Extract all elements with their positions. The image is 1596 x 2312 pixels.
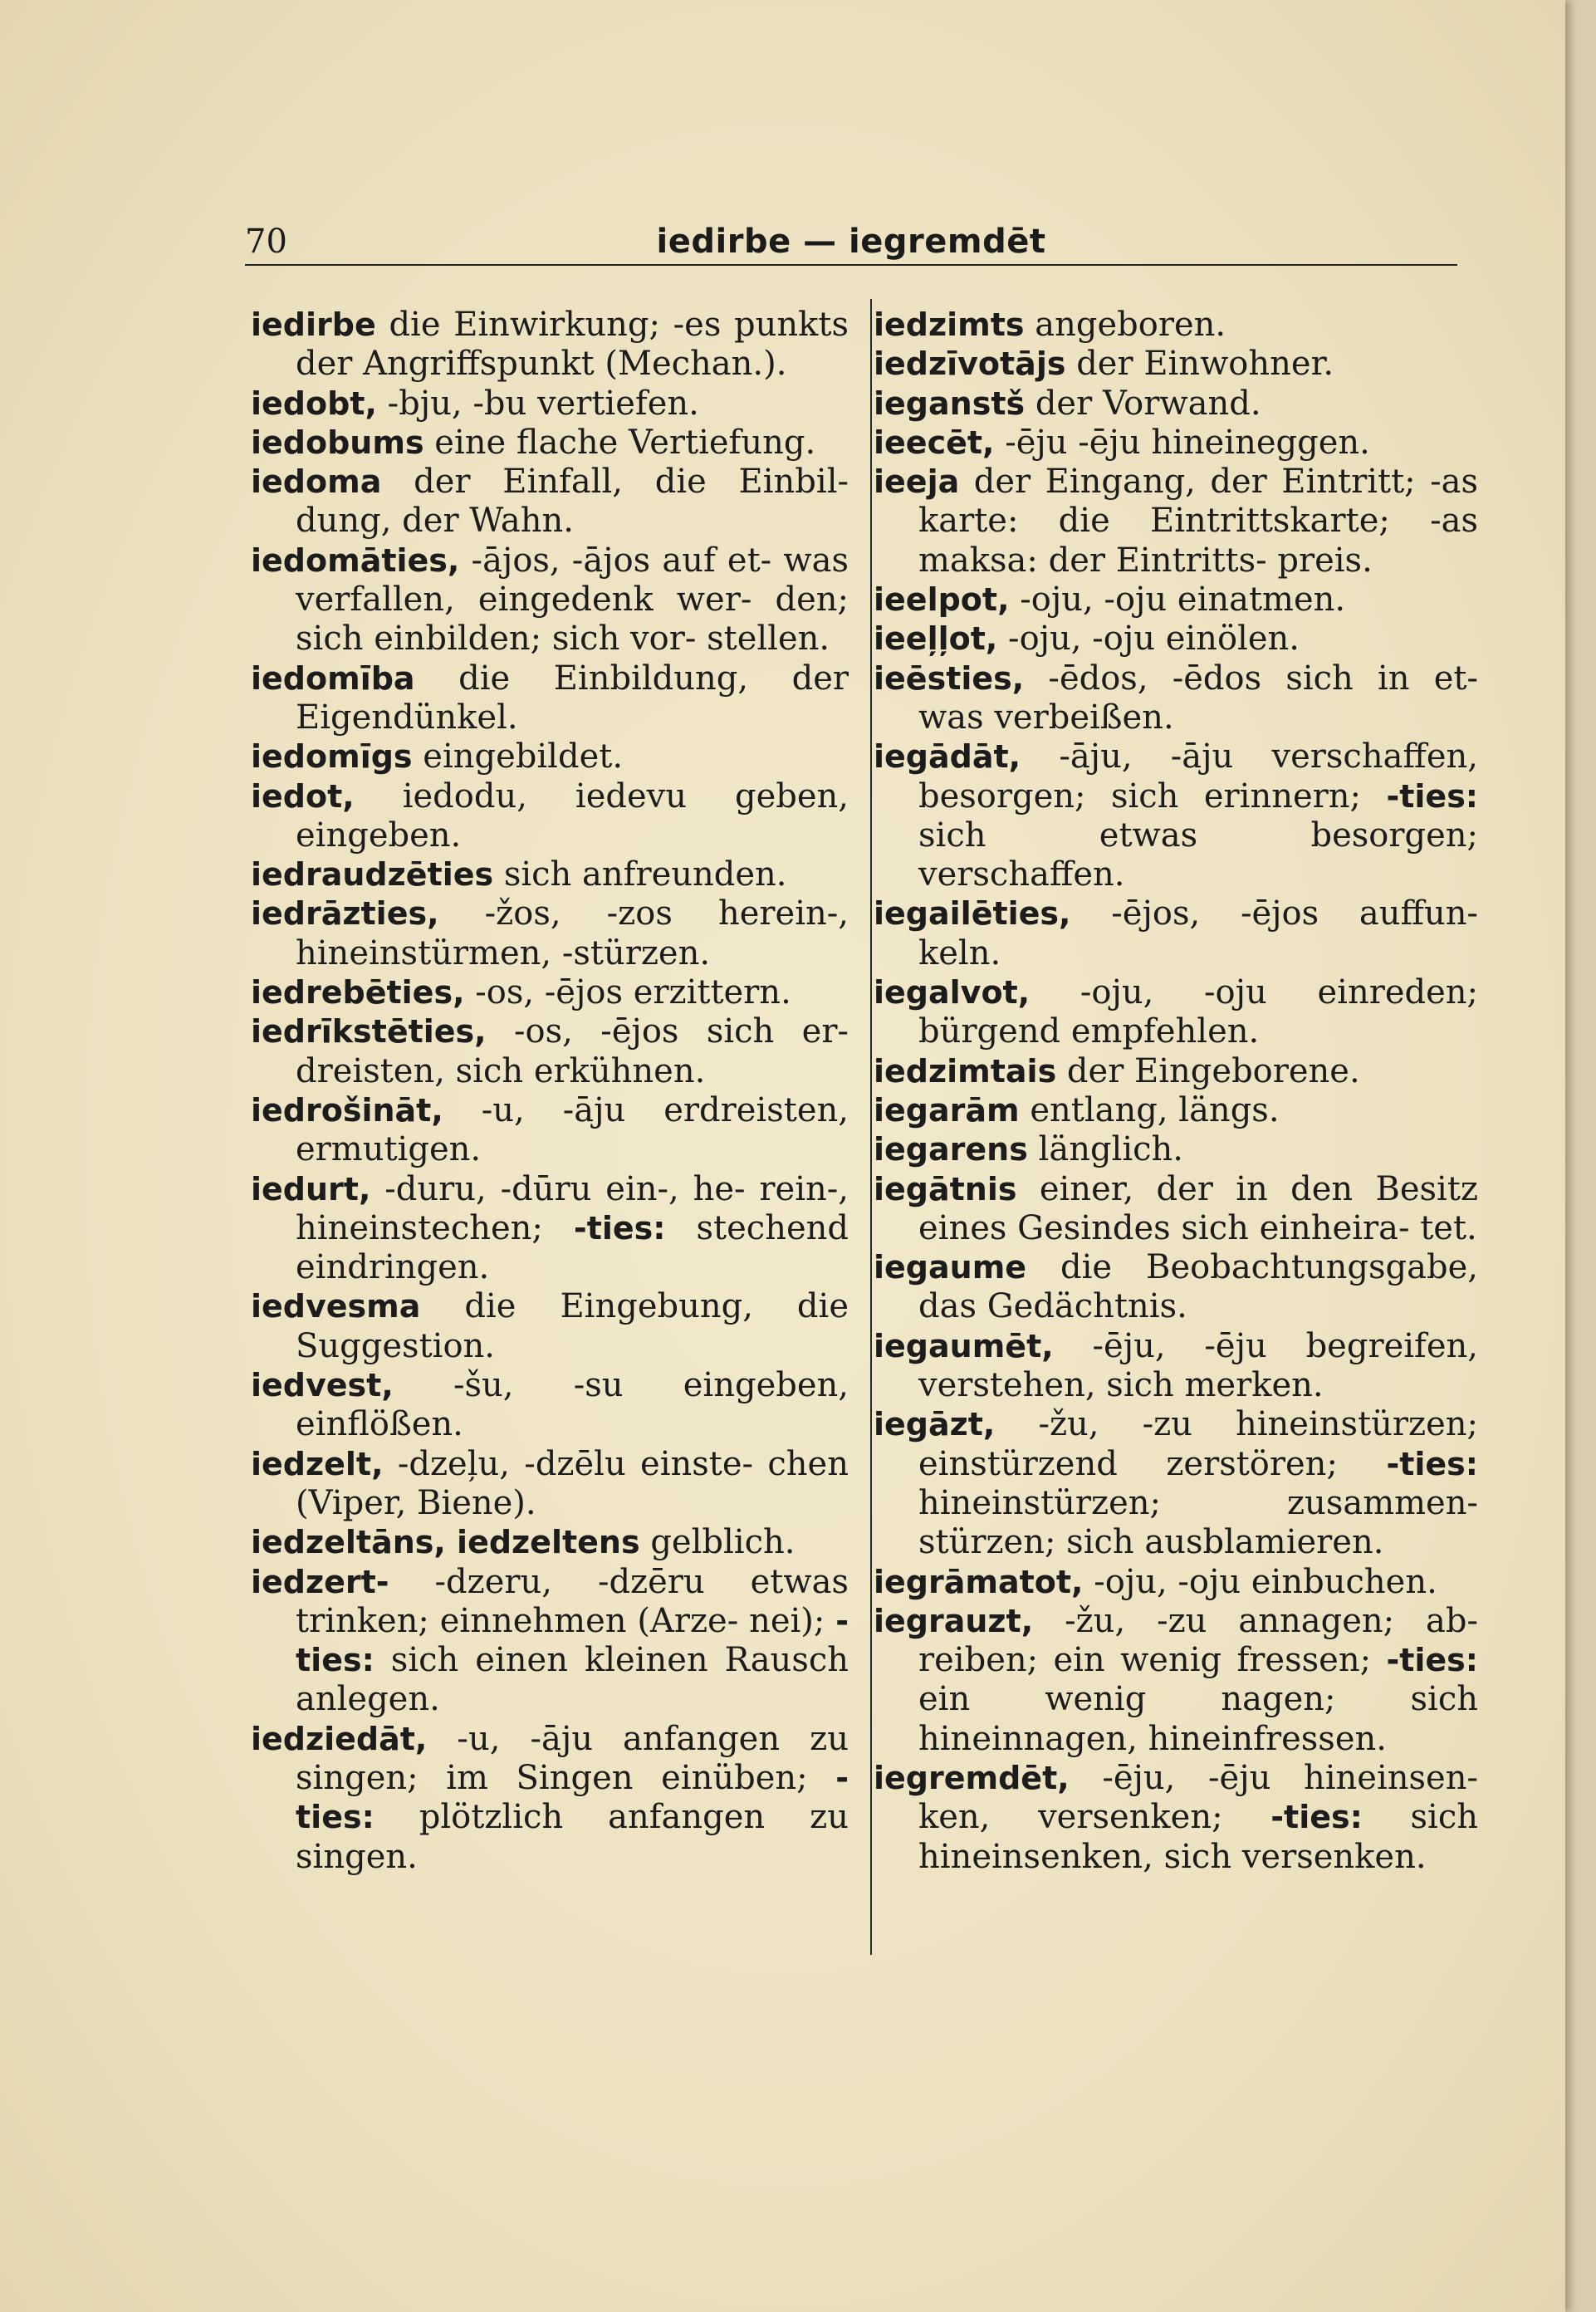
entry-headword: ieelpot, — [874, 581, 1010, 619]
entry-text: länglich. — [1038, 1130, 1184, 1169]
entry-text: sich anfreunden. — [503, 855, 787, 894]
dictionary-entry — [874, 737, 1478, 894]
entry-headword: iegailēties, — [874, 895, 1071, 933]
entry-text: -šu, -su eingeben, — [453, 1366, 849, 1405]
entry-headword: iedrīkstēties, — [251, 1013, 487, 1051]
entry-text: gelblich. — [650, 1523, 796, 1562]
entry-text: -oju, -oju einreden; — [1080, 973, 1479, 1012]
entry-headword: ieganstš — [874, 385, 1026, 422]
entry-headword: iedzimts — [874, 306, 1025, 343]
entry-text: nei); — [749, 1601, 825, 1640]
entry-headword: iegremdēt, — [874, 1759, 1070, 1796]
entry-text: -ēju -ēju hineineggen. — [1005, 423, 1370, 462]
entry-text: hineinsenken, sich versenken. — [918, 1837, 1427, 1876]
entry-headword: iedrebēties, — [251, 974, 465, 1012]
dictionary-entry — [874, 1563, 1478, 1602]
entry-headword: iegātnis — [874, 1170, 1017, 1207]
entry-text: singen; im Singen einüben; — [296, 1758, 808, 1797]
dictionary-entry — [251, 659, 849, 738]
entry-headword: iedobums — [251, 424, 424, 461]
entry-text: chen (Viper, Biene). — [296, 1444, 849, 1522]
entry-text: -ēdos, -ēdos sich in et- — [1048, 659, 1479, 698]
entry-text: eingeben. — [296, 816, 462, 855]
entry-text: -dzeļu, -dzēlu einste- — [397, 1444, 754, 1483]
entry-text: -žu, -zu hineinstürzen; — [1038, 1405, 1479, 1444]
dictionary-column-left — [251, 306, 849, 1877]
entry-headword: iedzimtais — [874, 1052, 1057, 1090]
dictionary-entry — [874, 385, 1478, 424]
entry-text: den; sich einbilden; sich vor- — [296, 580, 849, 659]
dictionary-entry — [251, 973, 849, 1012]
entry-text: -ājos, -ājos auf et- — [471, 541, 772, 580]
entry-headword: iedomība — [251, 659, 415, 697]
entry-text: -ēju, -ēju hineinsen- — [1102, 1758, 1478, 1797]
dictionary-entry — [251, 1012, 849, 1091]
entry-text: stechend eindringen. — [296, 1208, 849, 1287]
dictionary-entry — [874, 1405, 1478, 1562]
dictionary-entry — [874, 1759, 1478, 1877]
entry-text: keln. — [918, 933, 1001, 972]
entry-text: trinken; einnehmen (Arze- — [296, 1601, 739, 1640]
entry-headword: iegrauzt, — [874, 1602, 1034, 1639]
dictionary-entry — [251, 1523, 849, 1562]
entry-headword: ieēsties, — [874, 659, 1025, 697]
entry-headword: iedvesma — [251, 1288, 421, 1325]
entry-text: -āju, -āju verschaffen, — [1059, 737, 1478, 776]
entry-text: der Eingeborene. — [1066, 1051, 1360, 1090]
page-header — [245, 223, 1457, 266]
dictionary-entry — [874, 894, 1478, 973]
entry-headword: iedurt, — [251, 1170, 371, 1207]
entry-text: Rausch anlegen. — [296, 1641, 849, 1719]
entry-text: ein wenig nagen; sich — [918, 1680, 1478, 1719]
entry-text: bürgend empfehlen. — [918, 1012, 1260, 1051]
entry-text: ermutigen. — [296, 1130, 482, 1169]
dictionary-entry — [874, 1130, 1478, 1169]
dictionary-entry — [251, 1366, 849, 1445]
entry-headword: iedziedāt, — [251, 1720, 428, 1757]
column-divider — [870, 299, 872, 1955]
dictionary-entry — [251, 424, 849, 463]
entry-headword: iedrošināt, — [251, 1091, 443, 1129]
entry-text: -os, -ējos erzittern. — [475, 973, 791, 1012]
dictionary-entry — [251, 1287, 849, 1366]
entry-text: was verfallen, eingedenk wer- — [296, 541, 849, 620]
entry-headword: ieeja — [874, 463, 960, 501]
entry-subform: -ties: — [1386, 1642, 1478, 1679]
entry-text: -žu, -zu annagen; ab- — [1065, 1601, 1479, 1640]
entry-text: der Einfall, die Einbil- — [414, 463, 849, 502]
entry-headword: iegaumēt, — [874, 1327, 1054, 1364]
entry-text: eines Gesindes sich einheira- — [918, 1208, 1410, 1247]
entry-headword: iedoma — [251, 463, 382, 501]
entry-text: Suggestion. — [296, 1326, 495, 1365]
entry-text: sich einen kleinen — [390, 1641, 708, 1680]
dictionary-entry — [251, 777, 849, 856]
dictionary-entry — [251, 306, 849, 385]
entry-headword: iedraudzēties — [251, 856, 494, 894]
dictionary-entry — [251, 855, 849, 894]
entry-text: hineinstürzen; zusammen- — [918, 1483, 1478, 1522]
entry-headword: iedzert- — [251, 1563, 389, 1600]
entry-text: hineinnagen, hineinfressen. — [918, 1719, 1387, 1758]
entry-text: sich etwas besorgen; — [918, 816, 1478, 855]
dictionary-entry — [251, 1170, 849, 1288]
entry-text: das Gedächtnis. — [918, 1287, 1187, 1326]
entry-text: die Einbildung, der — [458, 659, 849, 698]
entry-headword: iedot, — [251, 777, 355, 815]
entry-text: -as maksa: der Eintritts- — [918, 502, 1479, 580]
entry-text: besorgen; sich erinnern; — [918, 776, 1362, 816]
dictionary-entry — [874, 659, 1478, 738]
entry-headword: iedzeltāns, iedzeltens — [251, 1524, 640, 1561]
entry-text: -oju, -oju einölen. — [1008, 620, 1300, 659]
entry-text: die Beobachtungsgabe, — [1060, 1248, 1478, 1287]
entry-text: punkts der Angriffspunkt — [296, 306, 849, 384]
dictionary-entry — [251, 1563, 849, 1720]
dictionary-entry — [251, 463, 849, 541]
dictionary-entry — [251, 737, 849, 776]
entry-text: -u, -āju anfangen zu — [457, 1719, 849, 1758]
dictionary-entry — [874, 1327, 1478, 1406]
entry-subform: -ties: — [573, 1209, 666, 1247]
dictionary-entry — [874, 620, 1478, 659]
entry-text: -os, -ējos sich er- — [514, 1012, 849, 1051]
entry-text: einflößen. — [296, 1405, 463, 1444]
dictionary-entry — [251, 385, 849, 424]
entry-text: der Einwohner. — [1076, 345, 1334, 384]
entry-text: eingebildet. — [423, 737, 624, 776]
entry-headword: ieecēt, — [874, 424, 995, 461]
entry-text: der Eingang, der Eintritt; — [973, 463, 1416, 502]
entry-text: einstürzend zerstören; — [918, 1444, 1338, 1483]
entry-text: stürzen; sich ausblamieren. — [918, 1523, 1384, 1562]
entry-headword: iedirbe — [251, 306, 376, 343]
entry-text: -oju, -oju einatmen. — [1020, 580, 1346, 620]
entry-text: -u, -āju erdreisten, — [481, 1090, 849, 1129]
dictionary-entry — [251, 1720, 849, 1877]
entry-text: Eigendünkel. — [296, 698, 518, 737]
dictionary-entry — [874, 306, 1478, 345]
entry-text: -bju, -bu vertiefen. — [387, 384, 699, 423]
dictionary-entry — [874, 1052, 1478, 1091]
dictionary-entry — [874, 580, 1478, 620]
entry-headword: iedrāzties, — [251, 895, 439, 933]
dictionary-column-right — [874, 306, 1478, 1877]
entry-text: iedodu, iedevu geben, — [402, 776, 849, 816]
entry-headword: iedvest, — [251, 1367, 394, 1404]
entry-headword: iedomīgs — [251, 738, 413, 776]
entry-headword: iegarām — [874, 1091, 1020, 1129]
entry-text: verschaffen. — [918, 855, 1125, 894]
entry-text: (Mechan.). — [605, 345, 787, 384]
entry-subform: -ties: — [296, 1759, 849, 1836]
entry-text: hineinstürmen, -stürzen. — [296, 933, 711, 972]
running-head: iedirbe — iegremdēt — [656, 223, 1046, 261]
entry-text: die Einwirkung; -es — [389, 306, 722, 344]
entry-text: -as karte: die Eintrittskarte; — [918, 463, 1478, 541]
entry-headword: iegrāmatot, — [874, 1563, 1084, 1600]
page-number: 70 — [245, 223, 287, 261]
entry-text: was verbeißen. — [918, 698, 1174, 737]
entry-text: rein-, hineinstechen; — [296, 1169, 849, 1247]
entry-headword: iegādāt, — [874, 738, 1021, 776]
entry-text: -oju, -oju einbuchen. — [1094, 1562, 1437, 1601]
dictionary-entry — [874, 1602, 1478, 1759]
entry-headword: ieeļļot, — [874, 620, 998, 658]
entry-text: preis. — [1277, 541, 1373, 580]
entry-headword: iegaume — [874, 1249, 1027, 1286]
dictionary-entry — [874, 424, 1478, 463]
entry-subform: -ties: — [1386, 777, 1479, 815]
dictionary-entry — [874, 1091, 1478, 1130]
entry-headword: iegarens — [874, 1131, 1028, 1168]
entry-text: plötzlich anfangen zu — [419, 1798, 849, 1837]
entry-text: entlang, längs. — [1030, 1090, 1280, 1129]
entry-subform: -ties: — [296, 1602, 849, 1679]
entry-text: eine flache Vertiefung. — [434, 423, 816, 462]
entry-headword: iedzelt, — [251, 1445, 384, 1482]
entry-text: tet. — [1420, 1208, 1477, 1247]
entry-subform: -ties: — [1386, 1445, 1478, 1482]
header-rule — [245, 264, 1457, 266]
entry-text: -ējos, -ējos auffun- — [1111, 894, 1478, 933]
entry-text: der Vorwand. — [1035, 384, 1261, 423]
dictionary-entry — [874, 1248, 1478, 1327]
dictionary-entry — [874, 973, 1478, 1052]
entry-text: dung, der Wahn. — [296, 502, 574, 541]
entry-text: die Eingebung, die — [464, 1287, 849, 1326]
entry-text: einer, der in den Besitz — [1039, 1169, 1478, 1208]
entry-headword: iedzīvotājs — [874, 345, 1066, 383]
entry-headword: iegāzt, — [874, 1406, 996, 1443]
entry-text: -duru, -dūru ein-, he- — [384, 1169, 746, 1208]
entry-text: ken, versenken; — [918, 1798, 1223, 1837]
entry-headword: iegalvot, — [874, 974, 1031, 1012]
dictionary-entry — [874, 345, 1478, 384]
entry-text: reiben; ein wenig fressen; — [918, 1641, 1372, 1680]
dictionary-entry — [251, 541, 849, 659]
entry-text: verstehen, sich merken. — [918, 1366, 1324, 1405]
entry-text: -dzeru, -dzēru etwas — [434, 1562, 849, 1601]
entry-text: sich — [1410, 1798, 1478, 1837]
dictionary-entry — [251, 1091, 849, 1170]
entry-text: dreisten, sich erkühnen. — [296, 1051, 706, 1090]
entry-headword: iedomāties, — [251, 541, 460, 579]
entry-text: angeboren. — [1035, 306, 1226, 344]
dictionary-entry — [251, 894, 849, 973]
entry-text: stellen. — [707, 620, 830, 659]
entry-text: -ēju, -ēju begreifen, — [1092, 1326, 1478, 1365]
entry-text: singen. — [296, 1837, 418, 1876]
entry-subform: -ties: — [1270, 1799, 1363, 1836]
entry-text: -žos, -zos herein-, — [484, 894, 849, 933]
entry-headword: iedobt, — [251, 385, 377, 422]
dictionary-entry — [874, 463, 1478, 580]
dictionary-entry — [251, 1445, 849, 1524]
dictionary-entry — [874, 1170, 1478, 1249]
